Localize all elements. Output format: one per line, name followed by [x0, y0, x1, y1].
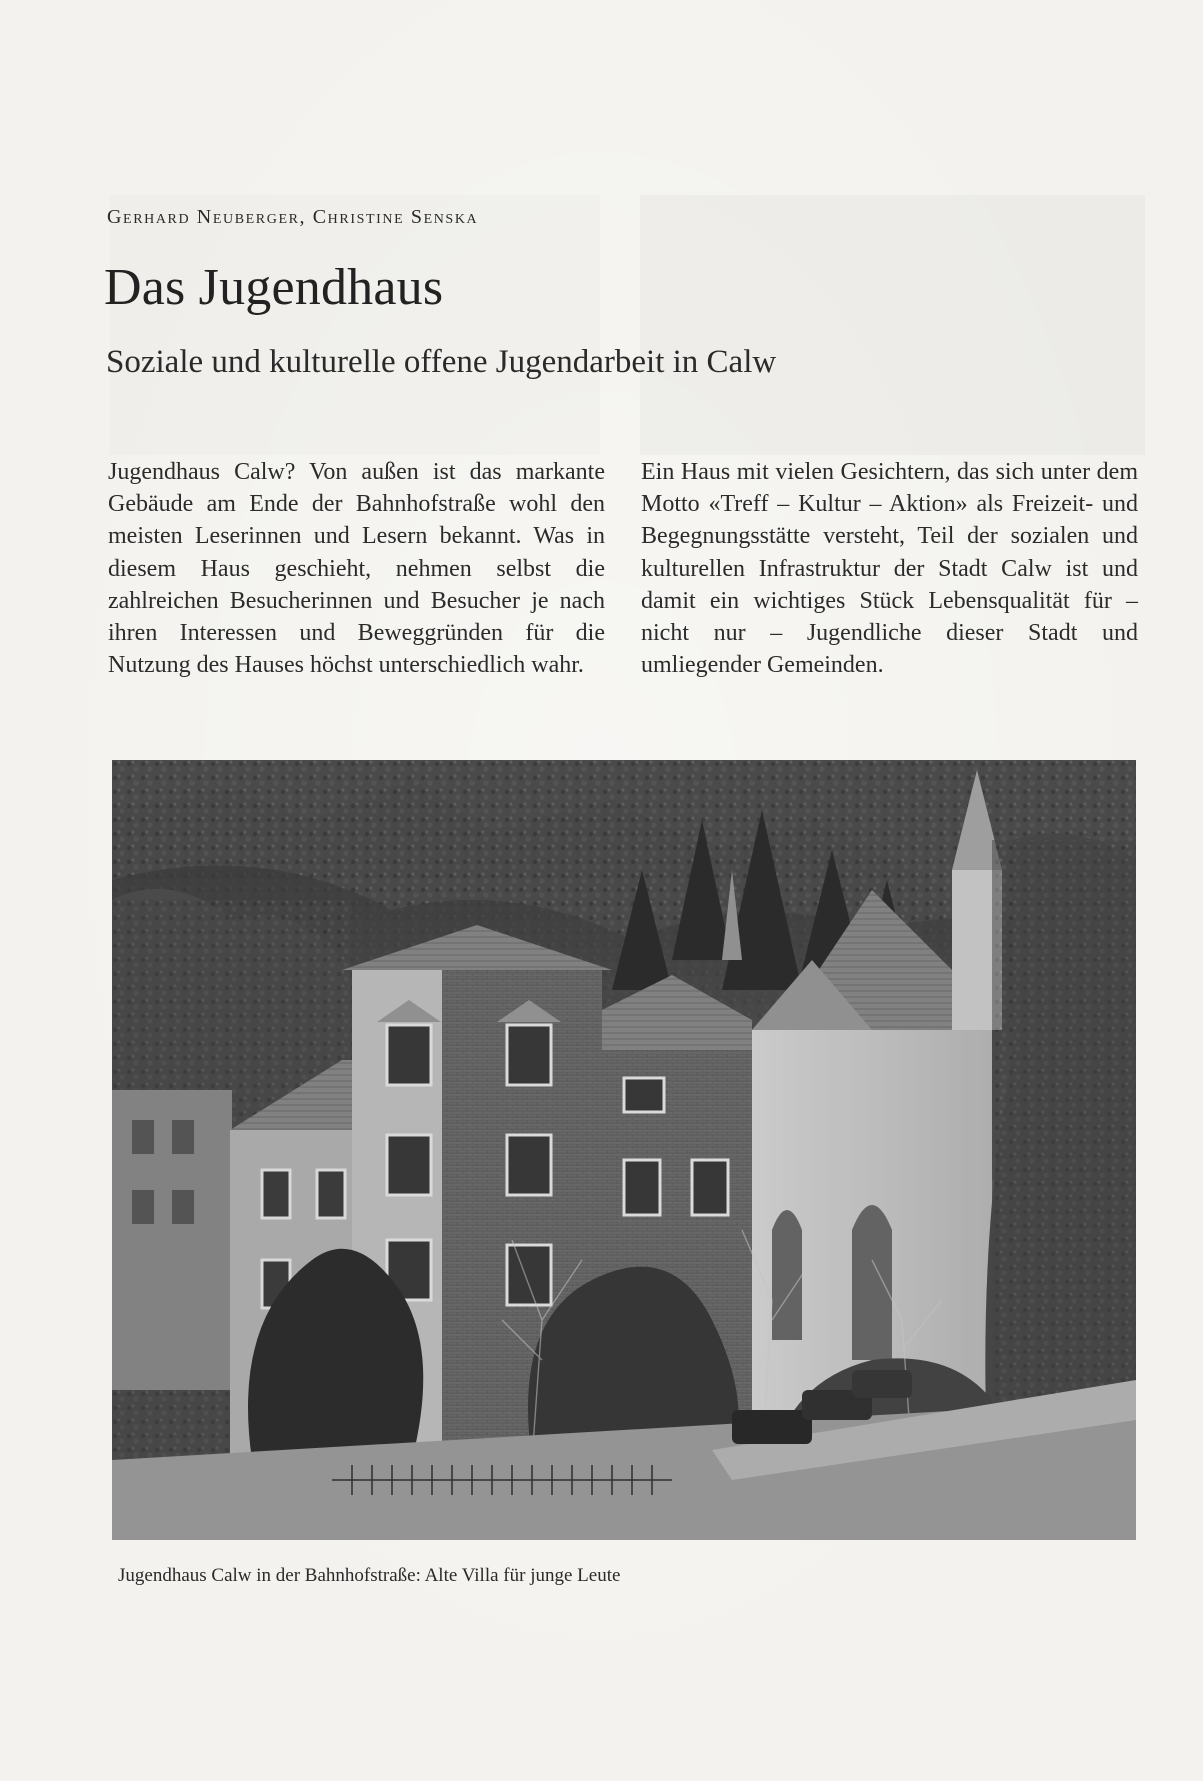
show-through-area [640, 195, 1145, 455]
article-authors: Gerhard Neuberger, Christine Senska [107, 206, 479, 228]
body-column-left: Jugendhaus Calw? Von außen ist das markante Gebäude am Ende der Bahnhofstraße wohl den meisten Leserinnen und Lesern bekannt. Was in diesem Haus geschieht, nehmen selbst die zahlreichen Besucherinnen und Besucher je nach ihren Interessen und Beweggründen für die Nutzung des Hauses höchst unterschiedlich wahr. [108, 459, 605, 679]
body-column-right: Ein Haus mit vielen Gesichtern, das sich unter dem Motto «Treff – Kultur – Aktion» als Freizeit- und Begegnungsstätte versteht, Teil der sozialen und kulturellen Infrastruktur der Stadt Calw ist und damit ein wichtiges Stück Lebensqualität für – nicht nur – Jugendliche dieser Stadt und umliegender Gemeinden. [641, 459, 1138, 679]
show-through-area [110, 195, 600, 455]
photo-jugendhaus [112, 760, 1136, 1540]
article-subtitle: Soziale und kulturelle offene Jugendarbeit in Calw [106, 344, 777, 380]
photo-illustration [112, 760, 1136, 1540]
article-title: Das Jugendhaus [104, 259, 444, 316]
photo-caption: Jugendhaus Calw in der Bahnhofstraße: Alte Villa für junge Leute [118, 1565, 621, 1586]
